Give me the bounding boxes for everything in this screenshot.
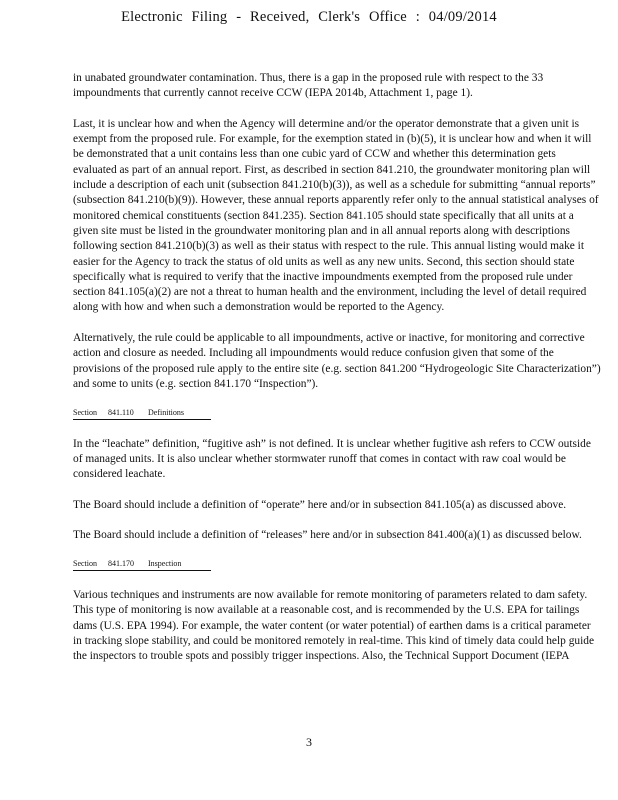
section-heading-inspection [73,559,601,571]
section-label: Section [73,407,97,417]
section-title: Definitions [148,407,184,417]
paragraph-unabated-contamination: in unabated groundwater contamination. Thus, there is a gap in the proposed rule with respect to the 33 impoundments that currently cannot receive CCW (IEPA 2014b, Attachment 1, page 1). [73,72,544,100]
paragraph-alternative-applicability: Alternatively, the rule could be applicable to all impoundments, active or inactive, for monitoring and corrective action and closure as needed. Including all impoundments would reduce confusion given that some of the provisions of the proposed rule apply to the entire site (e.g. section 841.200 “Hydrogeologic Site Characterization”) and some to units (e.g. section 841.170 “Inspection”). [73,332,601,390]
section-label: Section [73,558,97,568]
paragraph-exemption-determination: Last, it is unclear how and when the Agency will determine and/or the operator demonstrate that a given unit is exempt from the proposed rule. For example, for the exemption stated in (b)(5), it is unclear how and when it will be demonstrated that a unit contains less than one cubic yard of CCW and whether this determination gets evaluated as part of an annual report. First, as described in section 841.210, the groundwater monitoring plan will include a description of each unit (subsection 841.210(b)(3)), as well as a schedule for submitting “annual reports” (subsection 841.210(b)(9)). However, these annual reports apparently refer only to the annual statistical analyses of monitored chemical constituents (section 841.235). Section 841.105 should state specifically that all units at a given site must be listed in the groundwater monitoring plan and in all annual reports along with descriptions following section 841.210(b)(3) as well as their status with respect to the rule. This annual listing would make it easier for the Agency to track the status of old units as well as any new units. Second, this section should state specifically what is required to verify that the inactive impoundments exempted from the proposed rule under section 841.105(a)(2) are not a threat to human health and the environment, including the level of detail required along with how and when such a demonstration would be reported to the Agency. [73,117,599,314]
filing-stamp-header: Electronic Filing - Received, Clerk's Office : 04/09/2014 [121,9,497,25]
document-body [73,71,601,680]
section-heading-underline [73,408,211,420]
section-title: Inspection [148,558,182,568]
section-number: 841.110 [108,407,134,417]
paragraph-leachate-definition: In the “leachate” definition, “fugitive ash” is not defined. It is unclear whether fugitive ash refers to CCW outside of managed units. It is also unclear whether stormwater runoff that comes in contact with raw coal would be considered leachate. [73,437,591,481]
section-heading-definitions [73,408,601,420]
section-heading-underline [73,559,211,571]
section-number: 841.170 [108,558,134,568]
paragraph-releases-definition: The Board should include a definition of “releases” here and/or in subsection 841.400(a)(1) as discussed below. [73,529,582,542]
page-number: 3 [306,735,312,749]
paragraph-operate-definition: The Board should include a definition of “operate” here and/or in subsection 841.105(a) as discussed above. [73,498,567,511]
paragraph-remote-monitoring: Various techniques and instruments are now available for remote monitoring of parameters related to dam safety. This type of monitoring is now available at a reasonable cost, and is recommended by the U.S. EPA for tailings dams (U.S. EPA 1994). For example, the water content (or water potential) of earthen dams is a critical parameter in tracking slope stability, and could be monitored remotely in real-time. This kind of timely data could help guide the inspectors to trouble spots and possibly trigger inspections. Also, the Technical Support Document (IEPA [73,588,594,663]
